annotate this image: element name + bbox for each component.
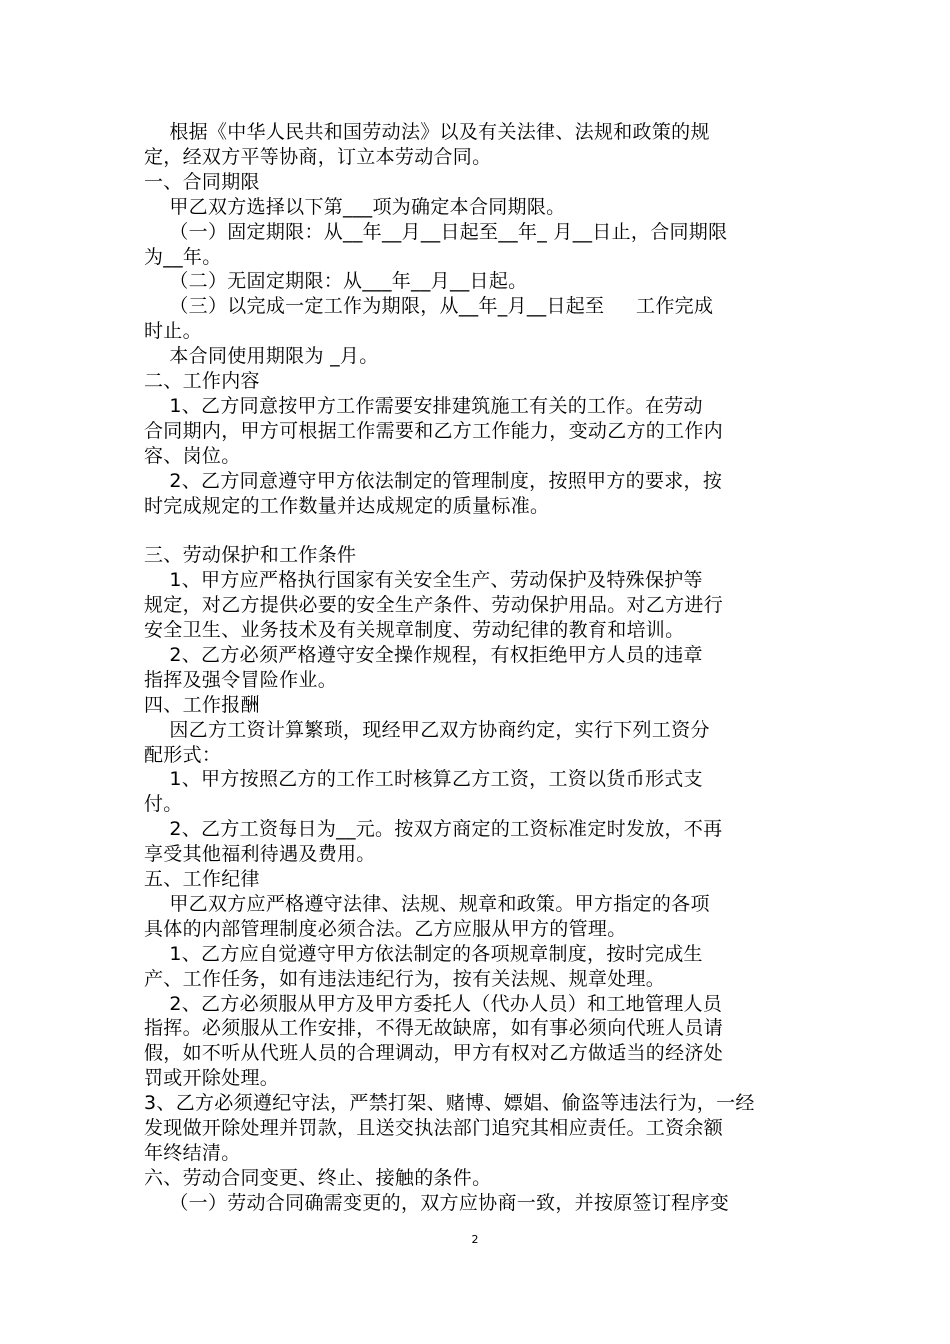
text-line: 合同期内，甲方可根据工作需要和乙方工作能力，变动乙方的工作内 (144, 419, 724, 442)
text-line: 一、合同期限 (144, 170, 260, 193)
text-line: 发现做开除处理并罚款，且送交执法部门追究其相应责任。工资余额 (144, 1117, 724, 1139)
text-line: 2、乙方同意遵守甲方依法制定的管理制度，按照甲方的要求，按 (144, 469, 723, 492)
text-line: 为__年。 (144, 245, 222, 268)
text-line: 时完成规定的工作数量并达成规定的质量标准。 (144, 494, 550, 517)
text-line: 因乙方工资计算繁琐，现经甲乙双方协商约定，实行下列工资分 (144, 718, 710, 741)
text-line: 1、甲方应严格执行国家有关安全生产、劳动保护及特殊保护等 (144, 569, 703, 592)
text-line: （三）以完成一定工作为期限，从__年_月__日起至 工作完成 (144, 295, 714, 318)
text-line: 1、乙方同意按甲方工作需要安排建筑施工有关的工作。在劳动 (144, 394, 703, 417)
text-line: 具体的内部管理制度必须合法。乙方应服从甲方的管理。 (144, 917, 627, 940)
text-line: 付。 (144, 793, 183, 816)
text-line: 甲乙双方应严格遵守法律、法规、规章和政策。甲方指定的各项 (144, 892, 710, 915)
text-line: 2、乙方必须严格遵守安全操作规程，有权拒绝甲方人员的违章 (144, 643, 703, 666)
text-line: 本合同使用期限为 _月。 (144, 345, 379, 368)
text-line: 1、甲方按照乙方的工作工时核算乙方工资，工资以货币形式支 (144, 768, 703, 791)
text-line: 三、劳动保护和工作条件 (144, 544, 357, 567)
text-line: 五、工作纪律 (144, 868, 260, 890)
text-line: 定，经双方平等协商，订立本劳动合同。 (144, 145, 492, 168)
text-line: 二、工作内容 (144, 370, 260, 392)
text-line: 产、工作任务，如有违法违纪行为，按有关法规、规章处理。 (144, 967, 666, 990)
text-line: 假，如不听从代班人员的合理调动，甲方有权对乙方做适当的经济处 (144, 1042, 724, 1065)
text-line: 指挥及强令冒险作业。 (144, 668, 338, 691)
text-line: （二）无固定期限：从___年__月__日起。 (144, 270, 528, 293)
text-line: 年终结清。 (144, 1141, 241, 1164)
text-line: 容、岗位。 (144, 444, 241, 467)
text-line: 1、乙方应自觉遵守甲方依法制定的各项规章制度，按时完成生 (144, 942, 703, 965)
text-line: 安全卫生、业务技术及有关规章制度、劳动纪律的教育和培训。 (144, 619, 685, 641)
page-number: 2 (471, 1233, 479, 1246)
text-line: 甲乙双方选择以下第___项为确定本合同期限。 (144, 195, 566, 218)
text-line: 六、劳动合同变更、终止、接触的条件。 (144, 1166, 492, 1189)
text-line: 罚或开除处理。 (144, 1067, 280, 1090)
text-line: 四、工作报酬 (144, 693, 260, 716)
text-line: （一）固定期限：从__年__月__日起至__年_ 月__日止，合同期限 (144, 220, 728, 243)
text-line: 指挥。必须服从工作安排，不得无故缺席，如有事必须向代班人员请 (144, 1017, 724, 1040)
text-line: 规定，对乙方提供必要的安全生产条件、劳动保护用品。对乙方进行 (144, 594, 724, 617)
text-line: 根据《中华人民共和国劳动法》以及有关法律、法规和政策的规 (144, 121, 710, 143)
text-line: 时止。 (144, 320, 202, 343)
text-line: 享受其他福利待遇及费用。 (144, 843, 376, 866)
text-line: 2、乙方必须服从甲方及甲方委托人（代办人员）和工地管理人员 (144, 992, 723, 1015)
text-line: （一）劳动合同确需变更的，双方应协商一致，并按原签订程序变 (144, 1191, 730, 1214)
text-line: 2、乙方工资每日为__元。按双方商定的工资标准定时发放，不再 (144, 818, 723, 841)
text-line: 配形式： (144, 743, 222, 766)
text-line: 3、乙方必须遵纪守法，严禁打架、赌博、嫖娼、偷盗等违法行为，一经 (144, 1092, 755, 1115)
